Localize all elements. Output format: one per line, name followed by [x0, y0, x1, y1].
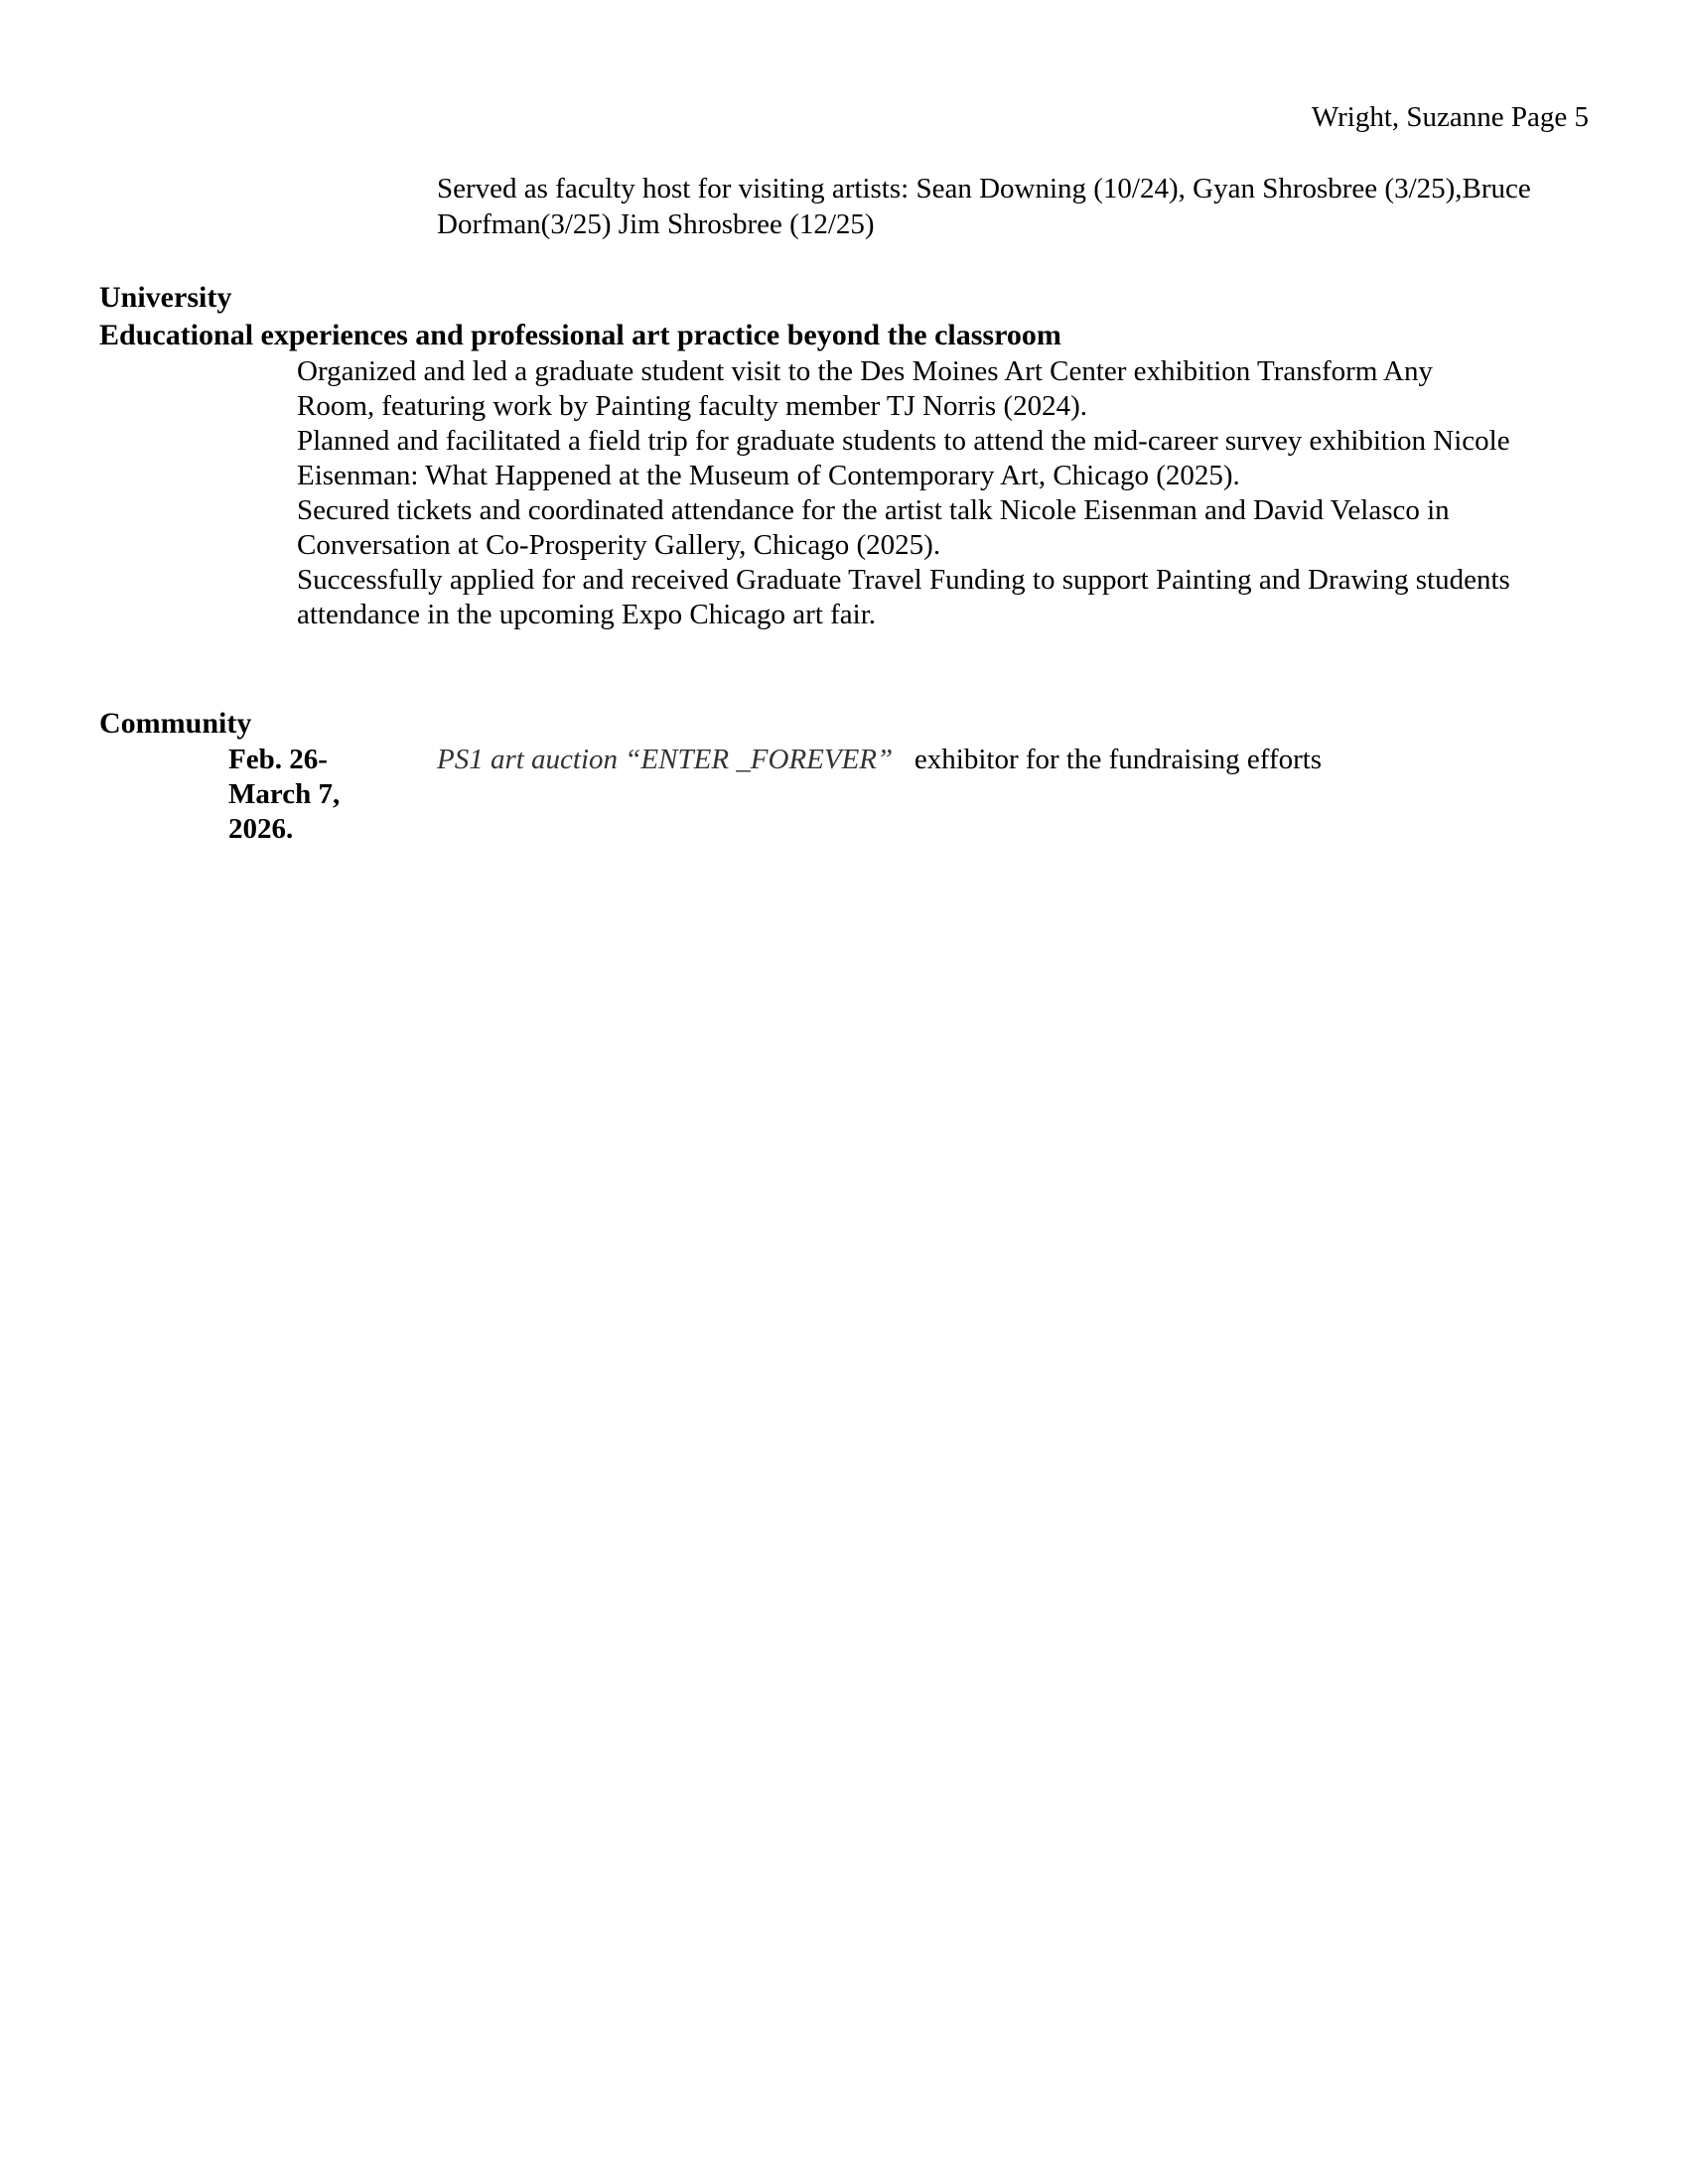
- list-item: [297, 493, 1608, 563]
- community-entry-date: [228, 743, 407, 847]
- date-line: 2026.: [228, 813, 294, 845]
- list-item-line: Planned and facilitated a field trip for graduate students to attend the mid-career survey exhibition Nicole: [297, 425, 1510, 457]
- section-heading-community: Community: [99, 707, 252, 740]
- list-item-line: Eisenman: What Happened at the Museum of Contemporary Art, Chicago (2025).: [297, 460, 1240, 491]
- visiting-artists-line-2: Dorfman(3/25) Jim Shrosbree (12/25): [437, 208, 875, 240]
- community-entry-description: [437, 743, 1589, 777]
- list-item-line: Successfully applied for and received Graduate Travel Funding to support Painting and Drawing students: [297, 564, 1510, 596]
- running-header: Wright, Suzanne Page 5: [1311, 101, 1589, 133]
- educational-experiences-list: [297, 354, 1608, 632]
- auction-role: exhibitor for the fundraising efforts: [914, 744, 1323, 775]
- list-item: [297, 424, 1608, 493]
- visiting-artists-line-1: Served as faculty host for visiting artists: Sean Downing (10/24), Gyan Shrosbree (3/25),Bruce: [437, 173, 1531, 205]
- date-line: March 7,: [228, 778, 341, 810]
- list-item-line: Organized and led a graduate student visit to the Des Moines Art Center exhibition Transform Any: [297, 355, 1433, 387]
- date-line: Feb. 26-: [228, 744, 328, 775]
- auction-title: PS1 art auction “ENTER _FOREVER”: [437, 744, 894, 775]
- list-item-line: Secured tickets and coordinated attendance for the artist talk Nicole Eisenman and David Velasco in: [297, 494, 1450, 526]
- visiting-artists-entry: [437, 171, 1599, 242]
- list-item-line: Room, featuring work by Painting faculty member TJ Norris (2024).: [297, 390, 1088, 422]
- list-item-line: attendance in the upcoming Expo Chicago art fair.: [297, 599, 877, 630]
- subsection-heading-educational: Educational experiences and professional art practice beyond the classroom: [99, 319, 1061, 351]
- section-heading-university: University: [99, 281, 232, 314]
- list-item: [297, 563, 1608, 632]
- list-item-line: Conversation at Co-Prosperity Gallery, Chicago (2025).: [297, 529, 941, 561]
- list-item: [297, 354, 1608, 424]
